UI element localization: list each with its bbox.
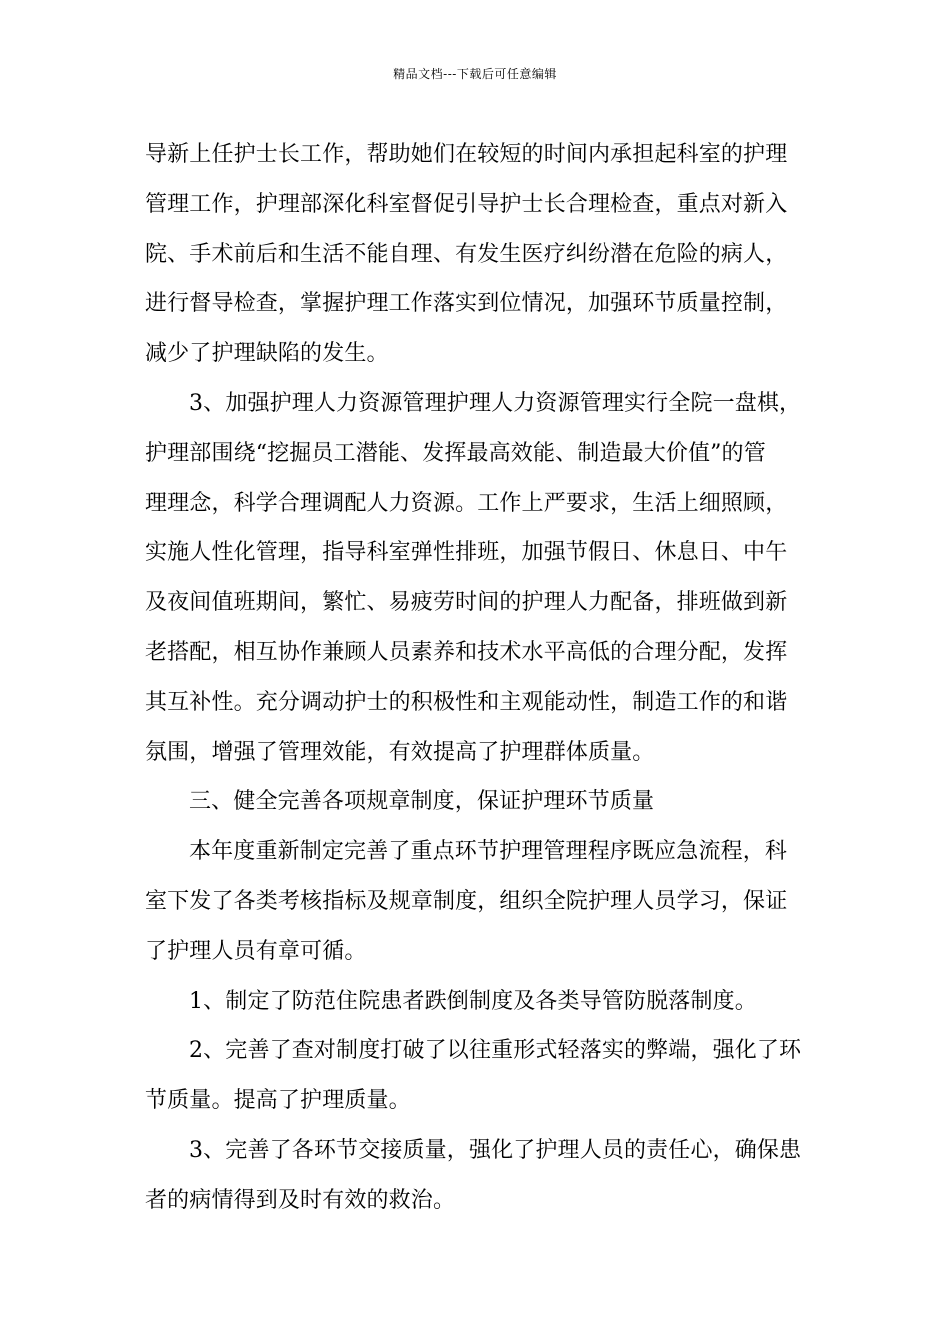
text-line: 氛围，增强了管理效能，有效提高了护理群体质量。 [145,739,655,765]
text-line: 老搭配，相互协作兼顾人员素养和技术水平高低的合理分配，发挥 [145,639,788,665]
body-text [145,130,815,1226]
section-heading: 三、健全完善各项规章制度，保证护理环节质量 [189,789,655,815]
text-line: 者的病情得到及时有效的救治。 [145,1187,456,1213]
text-line: 进行督导检查，掌握护理工作落实到位情况，加强环节质量控制， [145,291,788,317]
text-line: 其互补性。充分调动护士的积极性和主观能动性，制造工作的和谐 [145,689,788,715]
paragraph-start-line: 3、完善了各环节交接质量，强化了护理人员的责任心，确保患 [189,1137,802,1163]
paragraph-start-line: 1、制定了防范住院患者跌倒制度及各类导管防脱落制度。 [189,988,757,1014]
text-line: 室下发了各类考核指标及规章制度，组织全院护理人员学习，保证 [145,888,788,914]
page-header: 精品文档---下载后可任意编辑 [393,67,557,81]
text-line: 及夜间值班期间，繁忙、易疲劳时间的护理人力配备，排班做到新 [145,590,788,616]
text-line: 实施人性化管理，指导科室弹性排班，加强节假日、休息日、中午 [145,540,788,566]
paragraph-start-line: 3、加强护理人力资源管理护理人力资源管理实行全院一盘棋， [189,390,802,416]
text-line: 了护理人员有章可循。 [145,938,367,964]
paragraph-start-line: 本年度重新制定完善了重点环节护理管理程序既应急流程，科 [189,839,788,865]
text-line: 减少了护理缺陷的发生。 [145,341,389,367]
text-line: 护理部围绕“挖掘员工潜能、发挥最高效能、制造最大价值”的管 [145,440,766,466]
text-line: 节质量。提高了护理质量。 [145,1088,411,1114]
text-line: 管理工作，护理部深化科室督促引导护士长合理检查，重点对新入 [145,191,788,217]
text-line: 院、手术前后和生活不能自理、有发生医疗纠纷潜在危险的病人， [145,241,788,267]
text-line: 导新上任护士长工作，帮助她们在较短的时间内承担起科室的护理 [145,142,788,167]
paragraph-start-line: 2、完善了查对制度打破了以往重形式轻落实的弊端，强化了环 [189,1038,802,1064]
text-line: 理理念，科学合理调配人力资源。工作上严要求，生活上细照顾， [145,490,788,516]
